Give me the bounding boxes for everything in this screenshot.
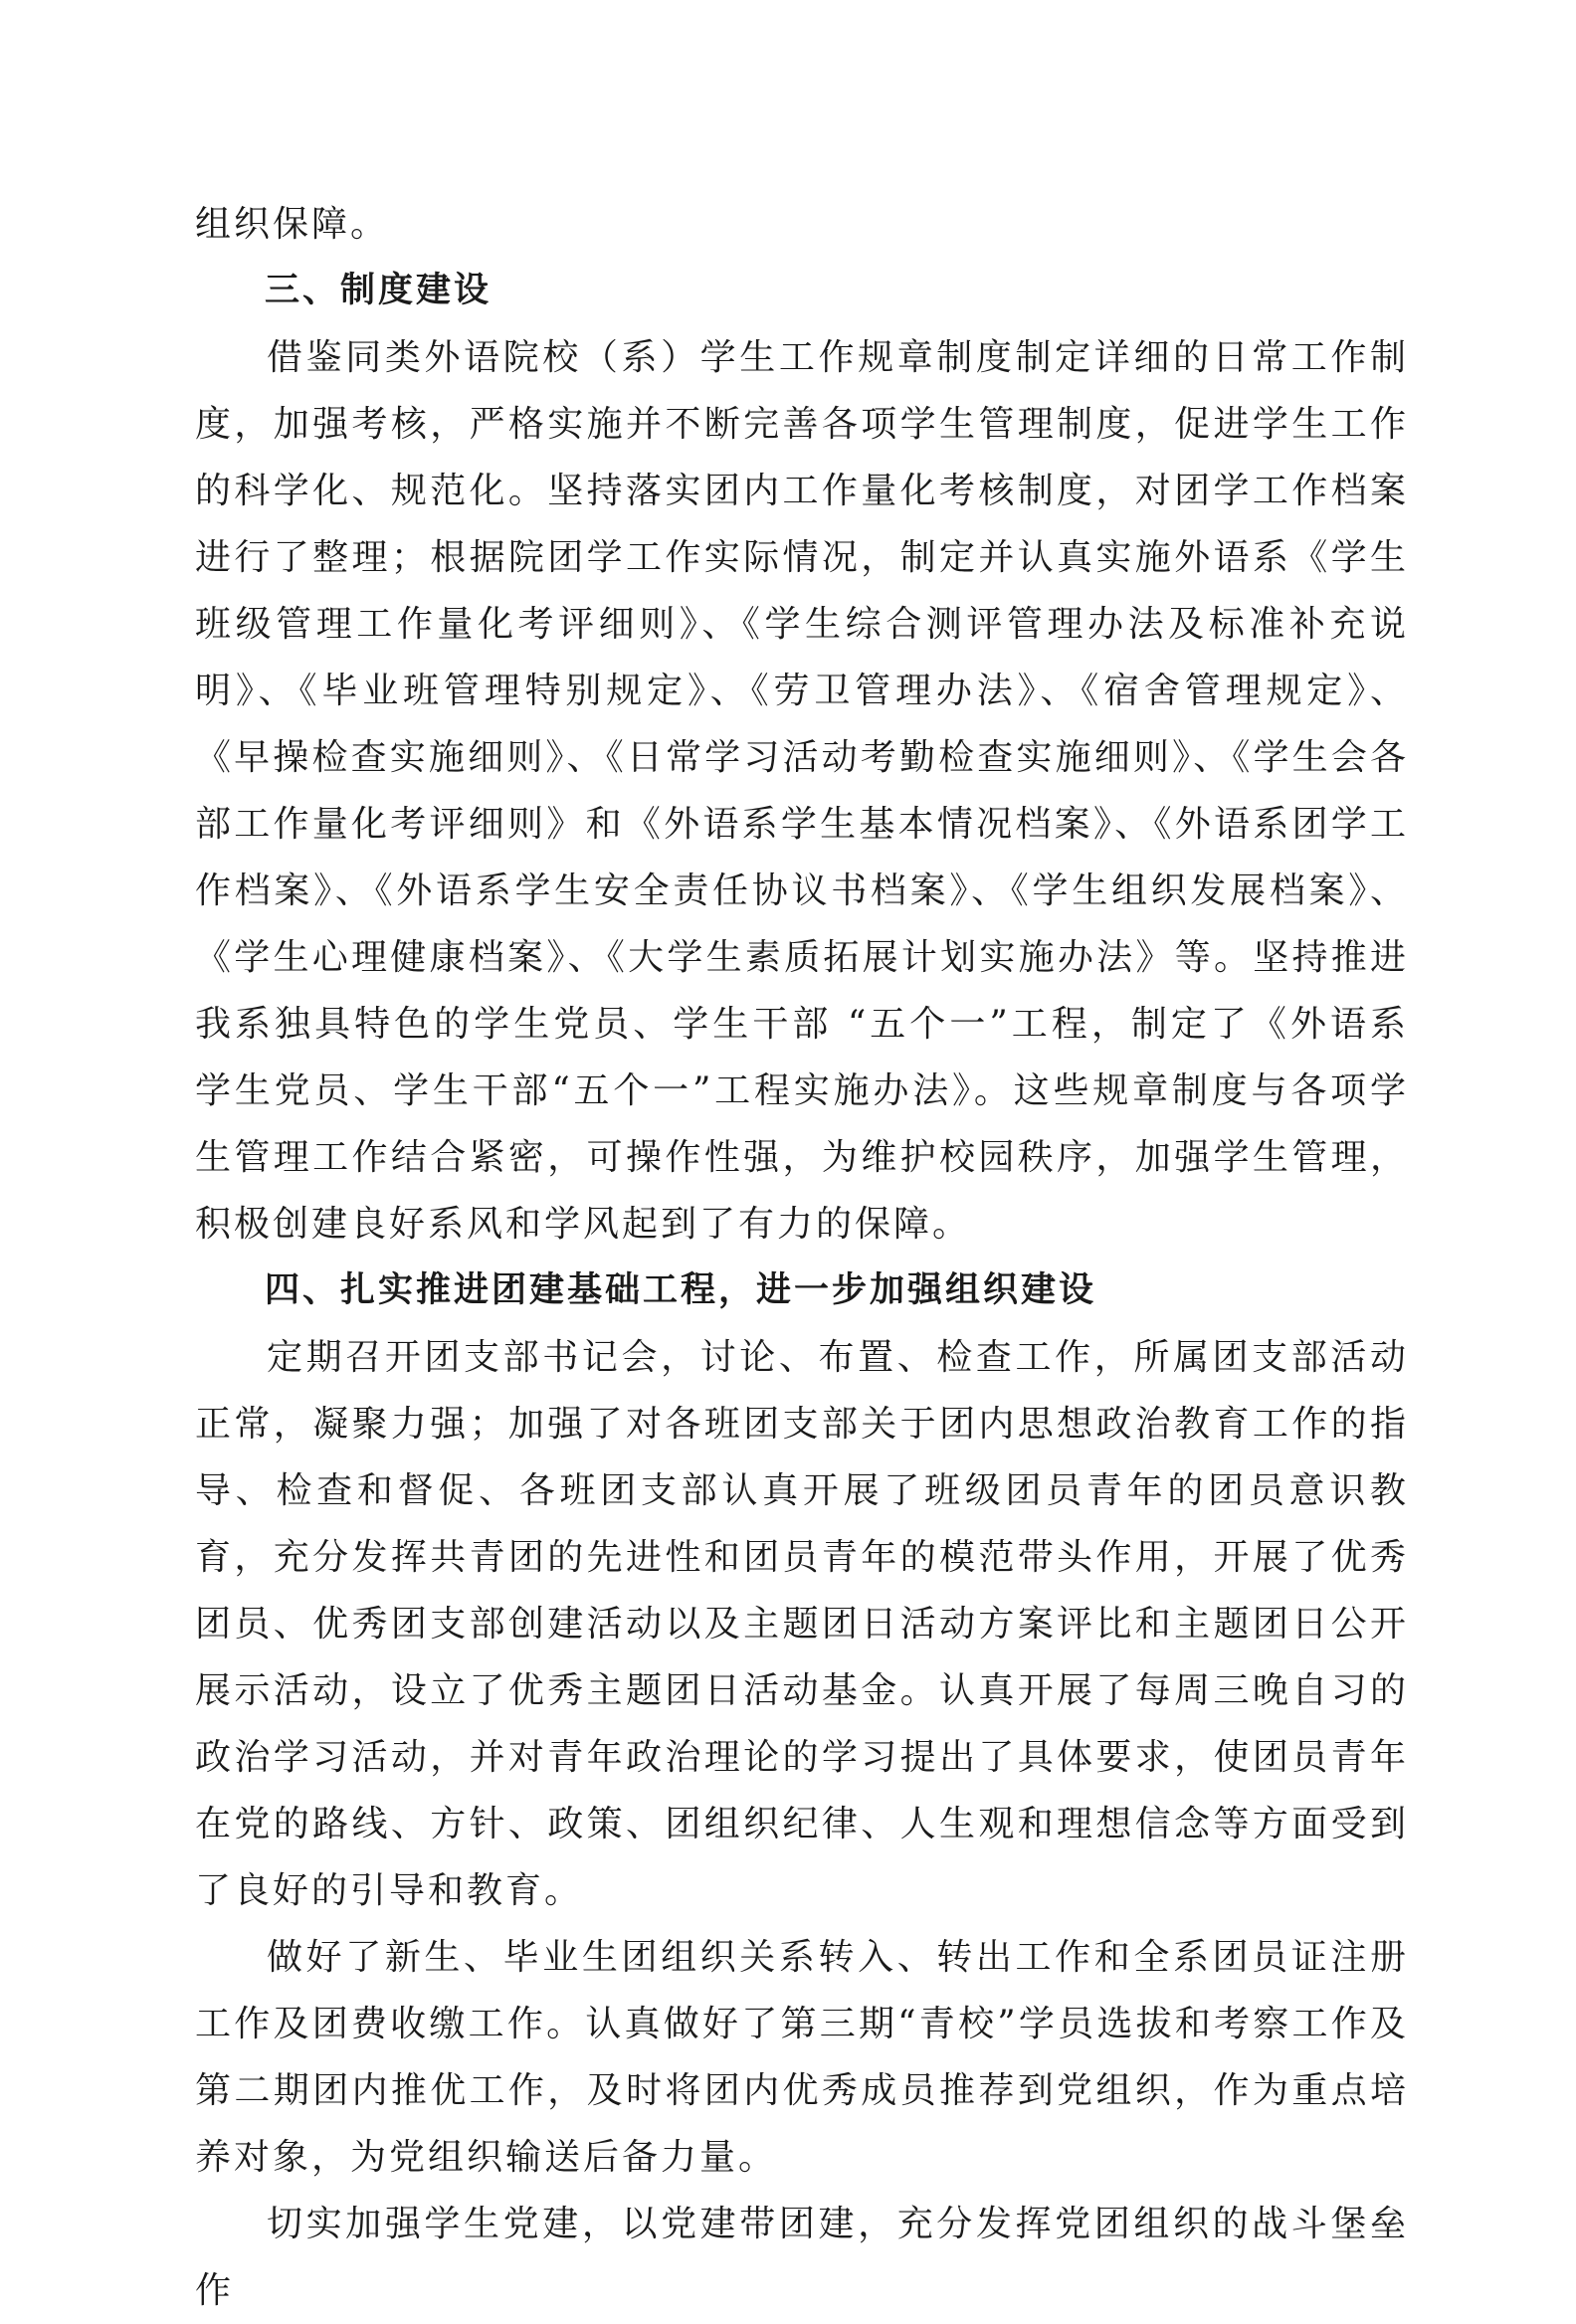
section-4-paragraph-2: 做好了新生、毕业生团组织关系转入、转出工作和全系团员证注册工作及团费收缴工作。认真做好了第三期“青校”学员选拔和考察工作及第二期团内推优工作，及时将团内优秀成员推荐到党组织，作为重点培养对象，为党组织输送后备力量。 — [195, 1937, 1409, 2178]
lead-paragraph: 组织保障。 — [195, 204, 390, 245]
section-3-heading: 三、制度建设 — [265, 271, 492, 310]
section-4-heading: 四、扎实推进团建基础工程，进一步加强组织建设 — [265, 1270, 1097, 1310]
document-body — [195, 191, 1409, 2324]
section-3-paragraph: 借鉴同类外语院校（系）学生工作规章制度制定详细的日常工作制度，加强考核，严格实施并不断完善各项学生管理制度，促进学生工作的科学化、规范化。坚持落实团内工作量化考核制度，对团学工作档案进行了整理；根据院团学工作实际情况，制定并认真实施外语系《学生班级管理工作量化考评细则》、《学生综合测评管理办法及标准补充说明》、《毕业班管理特别规定》、《劳卫管理办法》、《宿舍管理规定》、《早操检查实施细则》、《日常学习活动考勤检查实施细则》、《学生会各部工作量化考评细则》和《外语系学生基本情况档案》、《外语系团学工作档案》、《外语系学生安全责任协议书档案》、《学生组织发展档案》、《学生心理健康档案》、《大学生素质拓展计划实施办法》等。坚持推进我系独具特色的学生党员、学生干部 “五个一”工程，制定了《外语系学生党员、学生干部“五个一”工程实施办法》。这些规章制度与各项学生管理工作结合紧密，可操作性强，为维护校园秩序，加强学生管理，积极创建良好系风和学风起到了有力的保障。 — [195, 337, 1409, 1245]
section-4-paragraph-1: 定期召开团支部书记会，讨论、布置、检查工作，所属团支部活动正常，凝聚力强；加强了对各班团支部关于团内思想政治教育工作的指导、检查和督促、各班团支部认真开展了班级团员青年的团员意识教育，充分发挥共青团的先进性和团员青年的模范带头作用，开展了优秀团员、优秀团支部创建活动以及主题团日活动方案评比和主题团日公开展示活动，设立了优秀主题团日活动基金。认真开展了每周三晚自习的政治学习活动，并对青年政治理论的学习提出了具体要求，使团员青年在党的路线、方针、政策、团组织纪律、人生观和理想信念等方面受到了良好的引导和教育。 — [195, 1337, 1409, 1911]
section-4-paragraph-3: 切实加强学生党建，以党建带团建，充分发挥党团组织的战斗堡垒作 — [195, 2204, 1409, 2311]
